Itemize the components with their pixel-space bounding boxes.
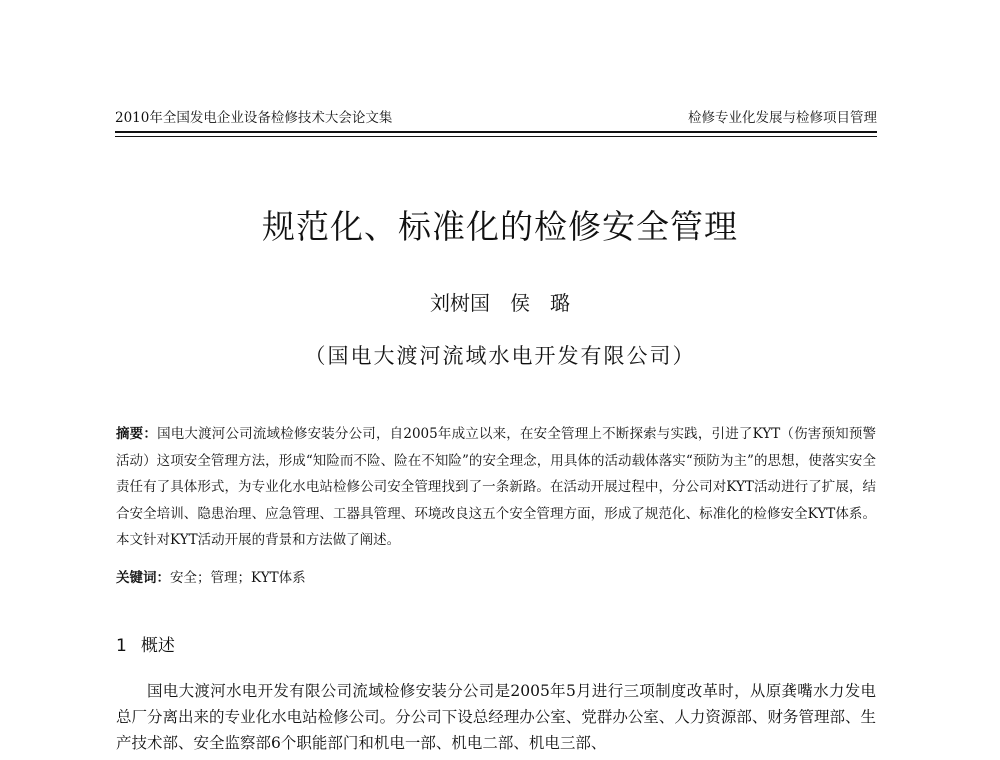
paper-authors: 刘树国 侯 璐 — [430, 291, 570, 315]
section-paragraph: 国电大渡河水电开发有限公司流域检修安装分公司是2005年5月进行三项制度改革时，从原龚嘴水力发电总厂分离出来的专业化水电站检修公司。分公司下设总经理办公室、党群办公室、人力资源部、财务管理部、生产技术部、安全监察部6个职能部门和机电一部、机电二部、机电三部、 — [116, 682, 876, 752]
abstract-label: 摘要： — [116, 426, 158, 442]
keywords-text: 安全；管理；KYT体系 — [170, 570, 306, 586]
keywords-label: 关键词： — [116, 570, 170, 586]
abstract-text: 国电大渡河公司流域检修安装分公司，自2005年成立以来，在安全管理上不断探索与实践，引进了KYT（伤害预知预警活动）这项安全管理方法，形成“知险而不险、险在不知险”的安全理念，用具体的活动载体落实“预防为主”的思想，使落实安全责任有了具体形式，为专业化水电站检修公司安全管理找到了一条新路。在活动开展过程中，分公司对KYT活动进行了扩展，结合安全培训、隐患治理、应急管理、工器具管理、环境改良这五个安全管理方面，形成了规范化、标准化的检修安全KYT体系。本文针对KYT活动开展的背景和方法做了阐述。 — [116, 426, 877, 548]
section-title: 概述 — [140, 636, 175, 656]
section-heading — [116, 633, 175, 659]
paper-affiliation: （国电大渡河流域水电开发有限公司） — [304, 344, 696, 368]
header-left: 2010年全国发电企业设备检修技术大会论文集 — [115, 110, 393, 126]
keywords — [116, 566, 876, 590]
section-number: 1 — [116, 636, 127, 656]
header-right: 检修专业化发展与检修项目管理 — [688, 110, 877, 126]
paper-title: 规范化、标准化的检修安全管理 — [262, 207, 738, 246]
abstract — [116, 421, 876, 554]
running-header — [115, 109, 877, 133]
